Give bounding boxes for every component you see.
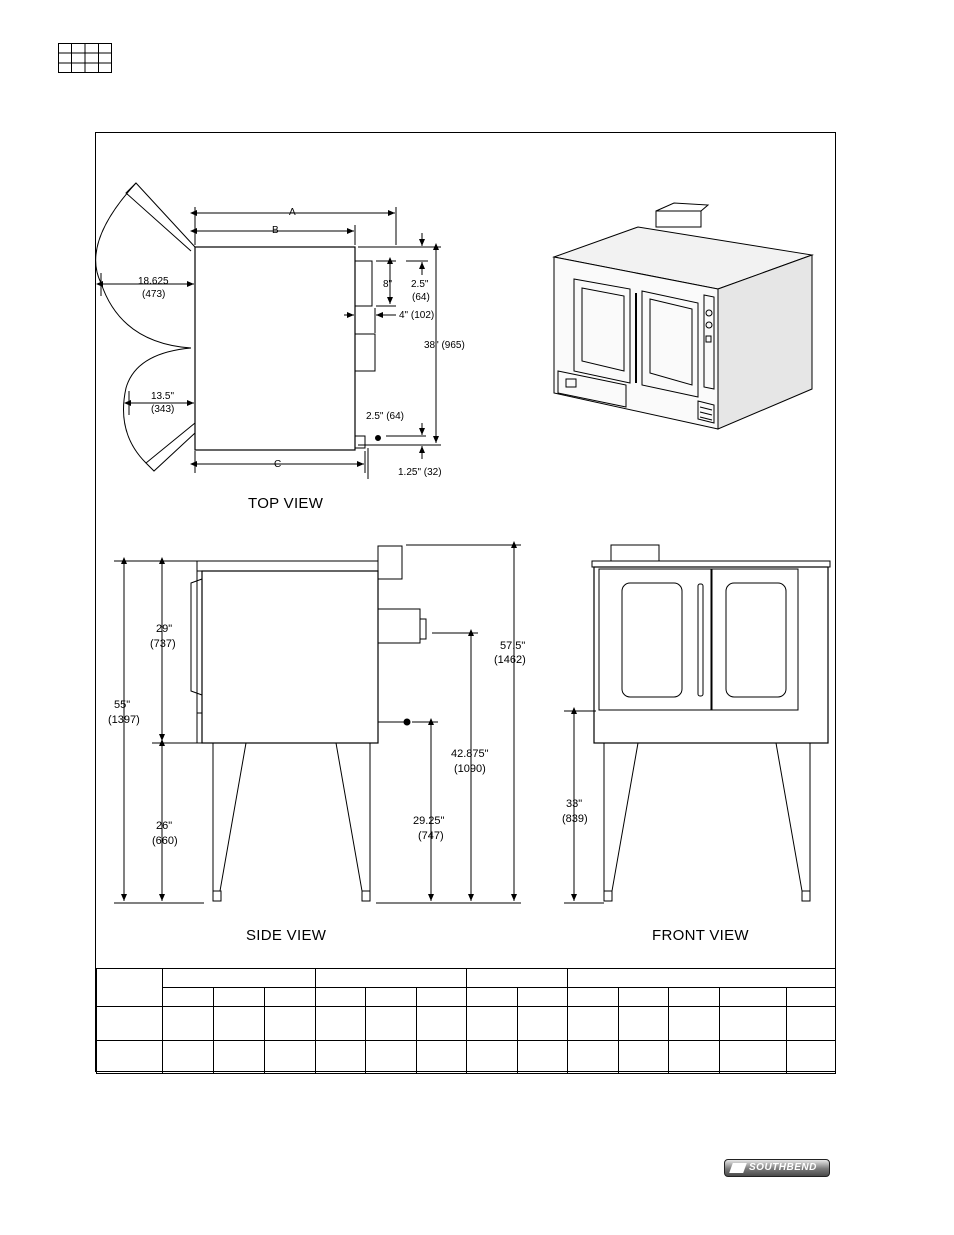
technical-drawing (96, 133, 835, 968)
dim-a-label: A (289, 207, 296, 218)
dim-747-label: (747) (418, 830, 444, 842)
top-view-title: TOP VIEW (248, 495, 324, 512)
table-row (97, 969, 836, 988)
dim-343-label: (343) (151, 404, 175, 415)
dim-18625-label: 18.625 (138, 276, 169, 287)
front-view-title: FRONT VIEW (652, 927, 749, 944)
table-row (97, 1041, 836, 1074)
dim-25b-label: 2.5" (64) (366, 411, 405, 422)
specification-table (96, 968, 836, 1074)
dim-1397-label: (1397) (108, 714, 140, 726)
grid-icon (58, 43, 112, 73)
table-row (97, 1007, 836, 1041)
table-row (97, 988, 836, 1007)
dim-33-label: 33" (566, 798, 583, 810)
dim-25-label: 2.5" (411, 279, 429, 290)
dim-c-label: C (274, 459, 282, 470)
dim-26-label: 26" (156, 820, 173, 832)
dim-8-label: 8" (383, 279, 393, 290)
dim-29-label: 29" (156, 623, 173, 635)
dim-64-label: (64) (412, 292, 430, 303)
dim-737-label: (737) (150, 638, 176, 650)
dim-660-label: (660) (152, 835, 178, 847)
logo-text: SOUTHBEND (749, 1162, 817, 1173)
front-view-drawing (564, 545, 830, 903)
dim-42875-label: 42.875" (451, 748, 489, 760)
top-view-drawing (96, 183, 441, 479)
dim-125-label: 1.25" (32) (398, 467, 442, 478)
dim-b-label: B (272, 225, 279, 236)
side-view-drawing (114, 545, 521, 903)
dim-2925-label: 29.25" (413, 815, 445, 827)
dim-1462-label: (1462) (494, 654, 526, 666)
dim-839-label: (839) (562, 813, 588, 825)
dim-1090-label: (1090) (454, 763, 486, 775)
dim-4-label: 4" (102) (399, 310, 435, 321)
logo-mark-icon (729, 1163, 747, 1173)
dim-38-label: 38" (965) (424, 340, 465, 351)
drawing-frame (95, 132, 836, 1072)
dim-575-label: 57.5" (500, 640, 526, 652)
dim-473-label: (473) (142, 289, 166, 300)
dim-135-label: 13.5" (151, 391, 175, 402)
oven-perspective-illustration (554, 203, 812, 429)
southbend-logo (724, 1159, 830, 1177)
dim-55-label: 55" (114, 699, 131, 711)
side-view-title: SIDE VIEW (246, 927, 327, 944)
